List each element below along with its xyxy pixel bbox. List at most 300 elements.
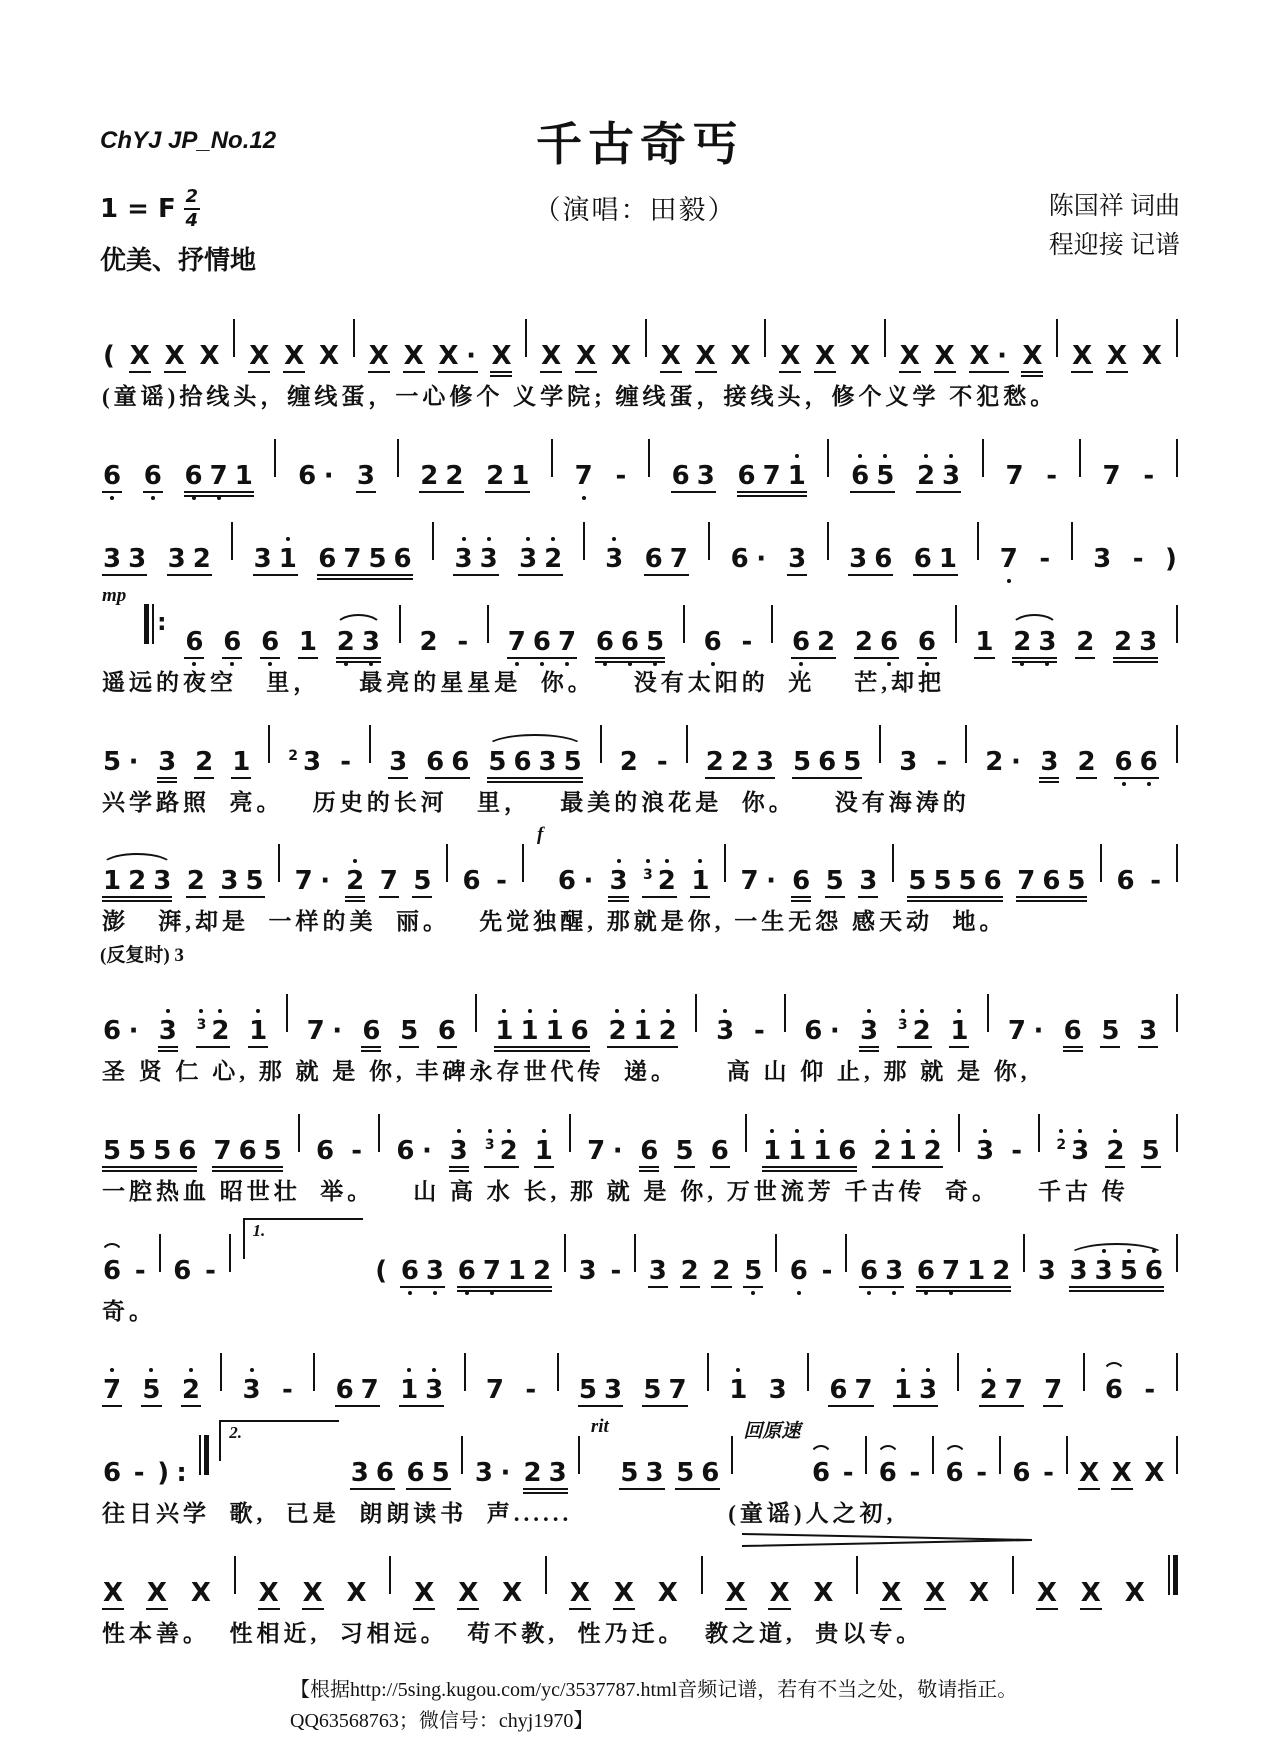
note-char: - xyxy=(1143,460,1155,491)
beam-line xyxy=(181,1405,201,1407)
beam-line xyxy=(916,1290,1011,1292)
note-char: 5 xyxy=(1101,1016,1120,1046)
note-char: 2 xyxy=(445,460,464,491)
note-char: 5 xyxy=(103,746,122,777)
note-token xyxy=(457,1255,552,1290)
note-char: 1 xyxy=(249,1018,267,1044)
note-char: X xyxy=(1144,1458,1165,1489)
note-char: 6 xyxy=(704,629,722,655)
note-char: 1 xyxy=(788,1138,806,1164)
note-token xyxy=(102,1135,197,1170)
note-token xyxy=(607,1018,677,1050)
beam-line xyxy=(671,491,716,493)
beam-line xyxy=(449,1170,469,1172)
beam-line xyxy=(1036,1608,1058,1610)
slur-arc xyxy=(100,1243,124,1257)
barline xyxy=(1176,994,1178,1032)
note-char: - xyxy=(351,1135,363,1166)
note-char: 6 xyxy=(811,1458,831,1489)
beam-line xyxy=(298,657,318,659)
beam-line xyxy=(1141,1166,1161,1168)
beam-line xyxy=(336,661,381,663)
beam-line xyxy=(690,896,710,898)
beam-line xyxy=(872,1166,942,1168)
beam-line xyxy=(102,900,172,902)
note-token xyxy=(318,343,340,375)
lyrics-line: (童谣)拾线头，缠线蛋，一心修个 义学院; 缠线蛋，接线头，修个义学 不犯愁。 xyxy=(102,384,1058,409)
beam-line xyxy=(222,657,242,659)
lyrics-line: 往日兴学 歌, 已是 朗朗读书 声...... (童谣)人之初, xyxy=(102,1501,897,1527)
beam-line xyxy=(248,1046,268,1048)
note-token xyxy=(184,626,204,661)
beam-line xyxy=(345,896,365,898)
note-token xyxy=(453,543,498,578)
note-char: 5 xyxy=(676,1458,695,1489)
score-system xyxy=(100,423,1180,495)
note-char: 2 xyxy=(659,1018,677,1044)
note-token xyxy=(1116,868,1136,900)
note-char: 3 xyxy=(976,1138,994,1164)
octave-dot-above xyxy=(883,454,887,458)
barline xyxy=(807,1353,809,1391)
note-token xyxy=(739,868,777,900)
note-char: 3 xyxy=(788,543,807,574)
note-char: 6 xyxy=(375,1458,394,1489)
composer-credits xyxy=(930,188,1180,266)
note-char: 6 xyxy=(983,866,1002,897)
notation-line xyxy=(100,584,1180,661)
note-token xyxy=(395,1135,433,1170)
barline xyxy=(884,319,886,357)
note-char: X xyxy=(730,341,751,371)
beam-line xyxy=(1012,657,1057,659)
note-token xyxy=(949,1018,969,1050)
barline xyxy=(683,605,685,643)
slur-arc xyxy=(809,1445,833,1459)
note-token xyxy=(934,343,956,375)
note-token xyxy=(248,343,270,375)
note-char: 6 xyxy=(185,629,203,655)
note-char: 5 xyxy=(1141,1135,1160,1166)
note-char: 5 xyxy=(958,866,977,897)
beam-line xyxy=(260,657,280,659)
note-token xyxy=(485,1377,505,1409)
beam-line xyxy=(710,1166,730,1168)
note-token xyxy=(540,343,562,375)
note-token xyxy=(595,626,665,661)
beam-line xyxy=(675,1488,720,1490)
barline xyxy=(525,319,527,357)
note-char: 7 xyxy=(558,629,576,655)
note-token xyxy=(388,746,408,781)
note-char: 5 xyxy=(431,1458,450,1489)
note-token xyxy=(1043,1377,1063,1409)
note-char: 5 xyxy=(1120,1258,1138,1284)
barline xyxy=(313,1353,315,1391)
note-char: - xyxy=(457,626,469,657)
barline xyxy=(892,844,894,882)
note-char: 2 xyxy=(854,626,873,657)
beam-line xyxy=(608,900,628,902)
note-char: 6 xyxy=(1115,749,1133,775)
note-token xyxy=(317,543,412,578)
note-char: X xyxy=(541,341,562,371)
note-char: 1 xyxy=(520,1018,538,1044)
note-token xyxy=(705,746,775,781)
note-token xyxy=(219,868,264,900)
note-char: 2 xyxy=(419,626,438,657)
note-token xyxy=(608,868,628,900)
note-char: 2 xyxy=(608,1018,626,1044)
note-token xyxy=(674,1135,694,1170)
note-char: 6 xyxy=(318,543,337,574)
note-char: X xyxy=(610,341,631,371)
note-token xyxy=(374,1255,388,1290)
note-char: 7 xyxy=(1017,866,1036,897)
beam-line xyxy=(484,1166,519,1168)
barline xyxy=(268,725,270,763)
note-char: X xyxy=(569,1578,590,1608)
note-char: 5 xyxy=(400,1016,419,1046)
note-char: 2 xyxy=(192,543,211,574)
beam-line xyxy=(507,657,577,659)
note-token xyxy=(368,343,390,375)
beam-line xyxy=(336,657,381,659)
note-token xyxy=(379,868,399,900)
note-token xyxy=(302,1580,324,1612)
note-char: 6 xyxy=(393,543,412,574)
note-char: - xyxy=(1043,1458,1054,1489)
note-token xyxy=(821,1255,834,1290)
octave-dot-below xyxy=(1147,782,1151,786)
grace-note-char: 2 xyxy=(288,747,299,764)
note-char: 2 xyxy=(195,746,214,777)
note-char: · xyxy=(1010,746,1021,777)
beam-line xyxy=(490,371,512,373)
beam-line xyxy=(595,661,665,663)
octave-dot-above xyxy=(1059,1129,1063,1133)
beam-line xyxy=(129,371,151,373)
beam-line xyxy=(680,1286,700,1288)
score-system xyxy=(100,824,1180,967)
beam-line xyxy=(457,1608,479,1610)
barline xyxy=(220,1353,222,1391)
note-char: 2 xyxy=(980,1377,998,1403)
note-token xyxy=(680,1255,700,1290)
note-char: 2 xyxy=(712,1255,731,1286)
beam-line xyxy=(725,1608,747,1610)
barline xyxy=(551,439,553,477)
note-char: 3 xyxy=(389,746,408,777)
note-char: 5 xyxy=(825,866,844,897)
note-char: 3 xyxy=(605,546,623,572)
note-char: - xyxy=(976,1458,988,1489)
note-char: 7 xyxy=(854,1375,873,1406)
note-token xyxy=(1104,1377,1124,1409)
note-char: 1 xyxy=(400,1377,418,1403)
lyrics-line: 奇。 xyxy=(102,1298,156,1324)
note-char: - xyxy=(753,1016,765,1046)
note-token xyxy=(710,1135,730,1170)
note-char: 3 xyxy=(474,1458,493,1489)
octave-dot-below xyxy=(867,1291,871,1295)
note-char: 3 xyxy=(696,460,715,491)
beam-line xyxy=(743,1286,763,1288)
beam-line xyxy=(575,371,597,373)
barline xyxy=(731,1436,733,1474)
note-char: - xyxy=(610,1255,622,1286)
barline xyxy=(958,1114,960,1152)
beam-line xyxy=(457,1290,552,1292)
note-char: 2 xyxy=(658,868,676,894)
note-token xyxy=(974,626,994,661)
note-token xyxy=(418,626,438,661)
octave-dot-above xyxy=(542,1129,546,1133)
note-char: 7 xyxy=(213,1135,232,1166)
note-char: 1 xyxy=(232,746,251,777)
beam-line xyxy=(828,1405,873,1407)
octave-dot-below xyxy=(799,662,803,666)
octave-dot-below xyxy=(582,496,586,500)
octave-dot-above xyxy=(736,1368,740,1372)
beam-line xyxy=(1113,657,1158,659)
octave-dot-above xyxy=(353,859,357,863)
note-token xyxy=(660,343,682,375)
note-token xyxy=(487,746,582,781)
beam-line xyxy=(345,900,365,902)
note-token xyxy=(1076,746,1096,781)
octave-dot-above xyxy=(926,1368,930,1372)
note-char: 6 xyxy=(1104,1375,1123,1406)
beam-line xyxy=(880,1608,902,1610)
octave-dot-above xyxy=(723,1009,727,1013)
note-token xyxy=(242,1377,262,1409)
octave-dot-above xyxy=(795,1129,799,1133)
note-token xyxy=(642,868,677,900)
decrescendo-hairpin xyxy=(740,1532,1040,1553)
barline xyxy=(701,1556,703,1594)
note-char: 6 xyxy=(878,1458,897,1489)
note-token xyxy=(350,1460,395,1492)
note-token xyxy=(1012,626,1057,661)
barline xyxy=(578,1436,580,1474)
final-barline xyxy=(1168,1555,1178,1595)
barline xyxy=(569,1114,571,1152)
note-char: 1 xyxy=(234,460,253,491)
note-char: · xyxy=(128,746,139,777)
beam-line xyxy=(540,371,562,373)
beam-line xyxy=(705,777,775,779)
note-char: 7 xyxy=(1005,460,1024,491)
octave-dot-above xyxy=(507,1129,511,1133)
octave-dot-above xyxy=(858,454,862,458)
note-char: X xyxy=(769,1578,790,1608)
barline xyxy=(1176,1436,1178,1474)
note-char: X xyxy=(1107,341,1128,371)
note-char: X xyxy=(657,1578,678,1608)
beam-line xyxy=(487,781,582,783)
note-char: 1 xyxy=(298,626,318,657)
note-token xyxy=(490,343,512,375)
octave-dot-above xyxy=(983,1129,987,1133)
note-token xyxy=(1078,1460,1100,1492)
note-char: 1 xyxy=(507,1255,527,1286)
note-char: X xyxy=(368,341,389,371)
octave-dot-above xyxy=(770,1129,774,1133)
note-token xyxy=(753,1018,766,1050)
beam-line xyxy=(907,900,1002,902)
note-char: X xyxy=(1111,1458,1132,1489)
beam-line xyxy=(1100,1046,1120,1048)
octave-dot-above xyxy=(199,1009,203,1013)
barline xyxy=(369,725,371,763)
beam-line xyxy=(350,1488,395,1490)
beam-line xyxy=(102,1608,124,1610)
note-char: 7 xyxy=(669,543,688,574)
barline xyxy=(1176,605,1178,643)
slur-arc xyxy=(1010,614,1059,628)
note-char: - xyxy=(525,1375,537,1406)
note-char: X xyxy=(881,1578,902,1608)
score-body xyxy=(100,303,1180,1649)
note-char: X xyxy=(302,1578,323,1608)
beam-line xyxy=(361,1046,381,1048)
note-token xyxy=(1142,460,1155,495)
lyrics-line: 圣 贤 仁 心, 那 就 是 你, 丰碑永存世代传 递。 高 山 仰 止, 那 就 是 你, xyxy=(102,1059,1031,1084)
beam-line xyxy=(897,1046,932,1048)
note-char: 2 xyxy=(346,868,364,894)
octave-dot-above xyxy=(189,1368,193,1372)
octave-dot-above xyxy=(920,1009,924,1013)
note-token xyxy=(204,1255,217,1290)
note-char: 1 xyxy=(788,463,806,489)
note-token xyxy=(1106,343,1128,375)
note-token xyxy=(403,343,425,375)
note-char: 7 xyxy=(103,1377,121,1403)
note-token xyxy=(743,1255,763,1290)
note-char: 7 xyxy=(942,1258,960,1284)
note-char: X xyxy=(725,1578,746,1608)
beam-line xyxy=(934,371,956,373)
note-token xyxy=(916,1255,1011,1290)
note-char: 6 xyxy=(792,866,811,897)
note-token xyxy=(1143,1460,1165,1492)
note-token xyxy=(184,460,254,495)
note-token xyxy=(1010,1135,1023,1170)
barline xyxy=(1083,1353,1085,1391)
note-char: 6 xyxy=(335,1375,354,1406)
note-token xyxy=(194,746,214,781)
note-char: - xyxy=(936,746,948,777)
note-char: 1 xyxy=(691,868,709,894)
note-token xyxy=(167,543,212,578)
note-char: · xyxy=(320,866,331,897)
note-token xyxy=(578,1377,623,1409)
barline xyxy=(845,1234,847,1272)
beam-line xyxy=(283,371,305,373)
note-token xyxy=(737,460,807,495)
note-char: 6 xyxy=(1145,1258,1163,1284)
score-system xyxy=(100,978,1180,1087)
beam-line xyxy=(595,657,665,659)
beam-line xyxy=(1075,657,1095,659)
time-signature-denominator: 4 xyxy=(185,210,199,231)
octave-dot-above xyxy=(957,1009,961,1013)
note-char: X xyxy=(576,341,597,371)
note-char: 3 xyxy=(899,746,918,777)
barline xyxy=(353,319,355,357)
note-token xyxy=(1042,1460,1055,1492)
barline xyxy=(487,605,489,643)
note-char: X xyxy=(969,1578,990,1608)
beam-line xyxy=(403,371,425,373)
note-token xyxy=(1149,868,1162,900)
beam-line xyxy=(167,574,212,576)
octave-dot-above xyxy=(820,1129,824,1133)
octave-dot-above xyxy=(931,1129,935,1133)
note-token xyxy=(614,460,627,495)
note-char: · xyxy=(128,1016,139,1046)
note-token xyxy=(315,1135,335,1170)
note-token xyxy=(924,1580,946,1612)
beam-line xyxy=(186,896,206,898)
note-char: 3 xyxy=(1038,629,1056,655)
note-token xyxy=(825,868,845,900)
barline xyxy=(278,844,280,882)
barline xyxy=(522,844,524,882)
note-char: 6 xyxy=(621,629,639,655)
beam-line xyxy=(779,371,801,373)
note-char: 7 xyxy=(1000,546,1018,572)
score-system xyxy=(100,303,1180,412)
beam-line xyxy=(302,1608,324,1610)
note-token xyxy=(642,1377,687,1409)
note-char: 2 xyxy=(1114,626,1133,657)
beam-line xyxy=(399,1046,419,1048)
note-token xyxy=(613,1580,635,1612)
note-token xyxy=(485,460,530,495)
octave-dot-above xyxy=(924,454,928,458)
octave-dot-above xyxy=(1078,1129,1082,1133)
barline xyxy=(982,439,984,477)
time-signature-numerator: 2 xyxy=(185,186,199,207)
note-char: 7 xyxy=(587,1135,606,1166)
lyrics-line: 性本善。 性相近, 习相远。 苟不教, 性乃迁。 教之道, 贵以专。 xyxy=(102,1621,924,1646)
octave-dot-above xyxy=(487,537,491,541)
note-char: 3 xyxy=(538,746,557,777)
note-token xyxy=(1011,1460,1031,1492)
beam-line xyxy=(102,896,172,898)
note-char: 3 xyxy=(128,543,147,574)
beam-line xyxy=(368,371,390,373)
score-system xyxy=(100,1337,1180,1409)
beam-line xyxy=(518,574,563,576)
beam-line xyxy=(893,1405,938,1407)
beam-line xyxy=(913,574,958,576)
time-signature xyxy=(184,188,200,230)
note-char: 6 xyxy=(913,543,932,574)
note-token xyxy=(134,1255,147,1290)
beam-line xyxy=(639,1166,659,1168)
note-token xyxy=(1114,746,1159,781)
barline xyxy=(827,439,829,477)
barline xyxy=(977,522,979,560)
note-token xyxy=(913,543,958,578)
note-char: - xyxy=(282,1375,293,1406)
barline xyxy=(745,1114,747,1152)
note-token xyxy=(854,626,899,661)
note-char: 6 xyxy=(103,1458,122,1489)
